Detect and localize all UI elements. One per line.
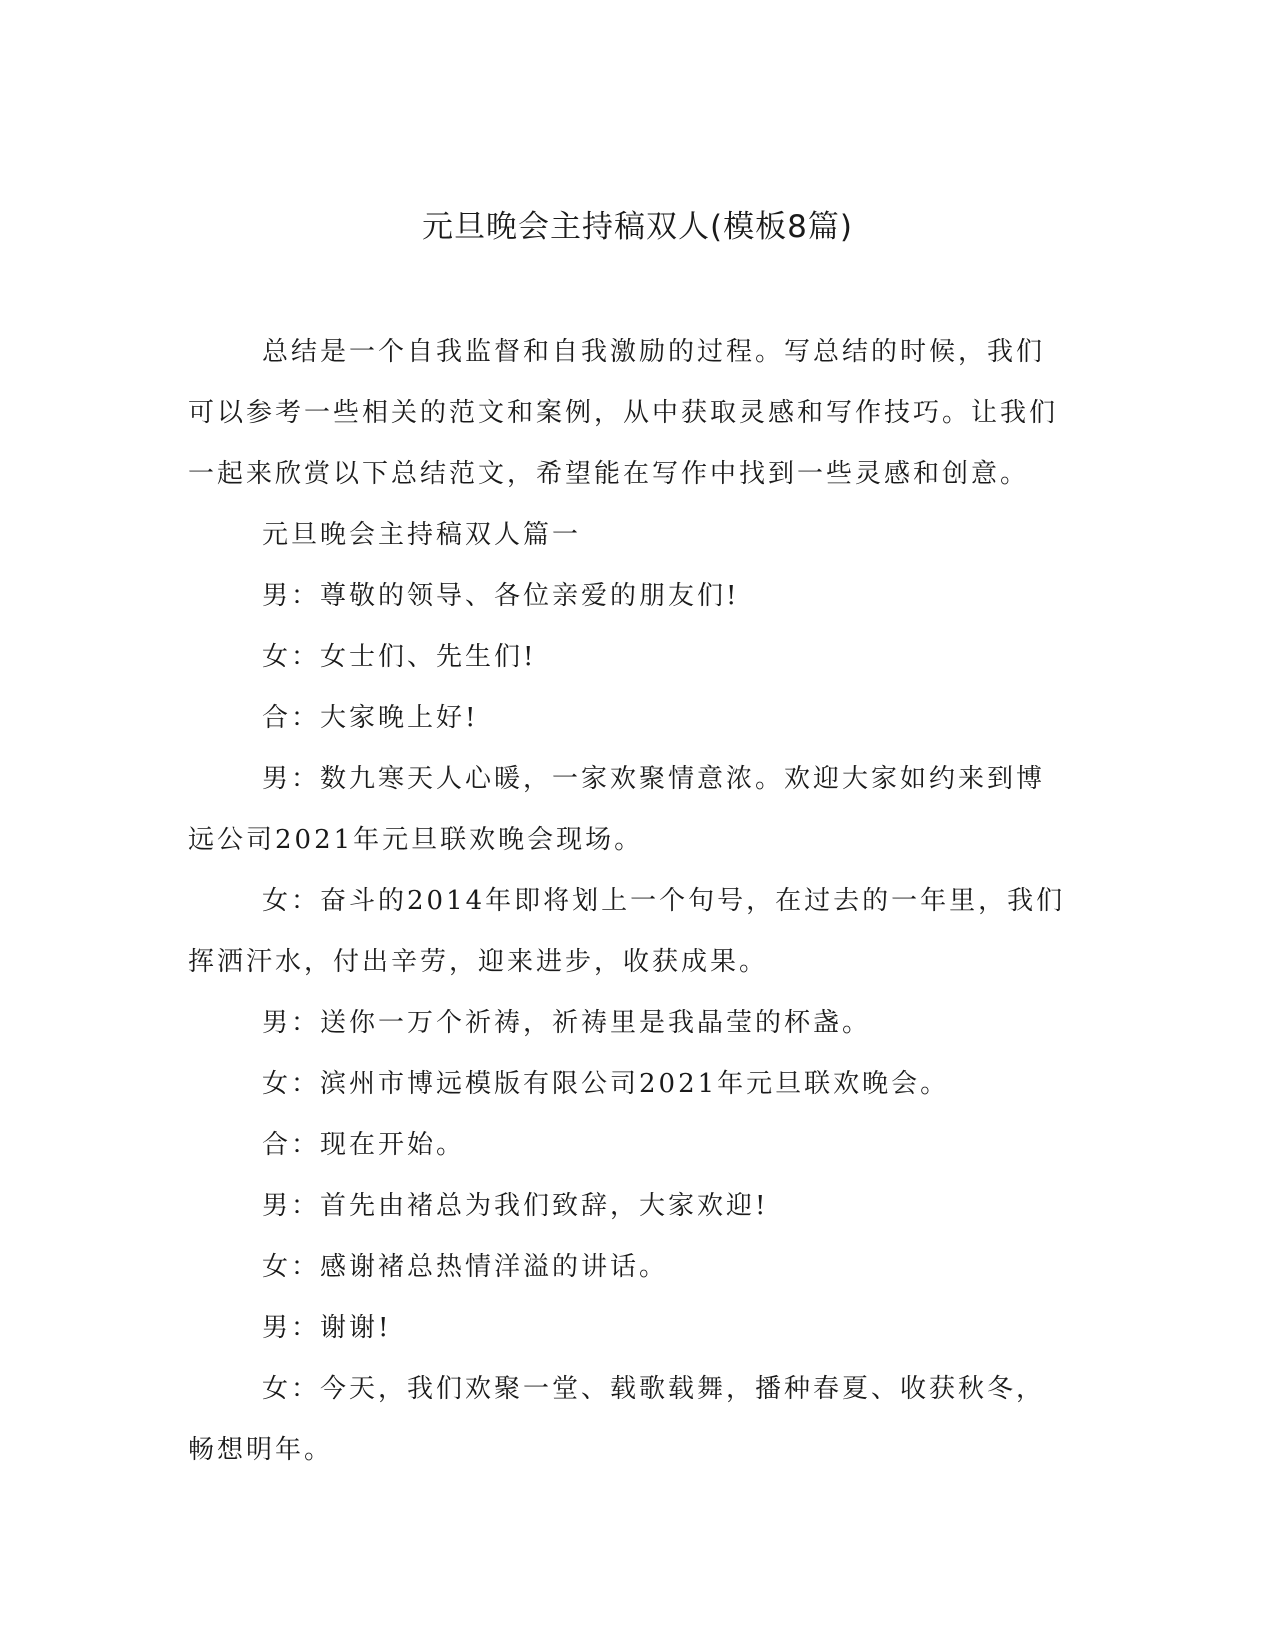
paragraph-dialogue: 男：首先由褚总为我们致辞，大家欢迎! bbox=[262, 1191, 769, 1221]
paragraph-dialogue: 女：感谢褚总热情洋溢的讲话。 bbox=[262, 1252, 669, 1282]
document-body bbox=[188, 322, 1068, 1481]
paragraph-dialogue: 女：奋斗的2014年即将划上一个句号，在过去的一年里，我们挥洒汗水，付出辛劳，迎来进步，收获成果。 bbox=[188, 886, 1066, 977]
paragraph-section-heading: 元旦晚会主持稿双人篇一 bbox=[262, 520, 582, 550]
document-title: 元旦晚会主持稿双人(模板8篇) bbox=[422, 209, 853, 245]
paragraph-dialogue: 合：现在开始。 bbox=[262, 1130, 466, 1160]
paragraph-dialogue: 男：谢谢! bbox=[262, 1313, 392, 1343]
paragraph-dialogue: 女：今天，我们欢聚一堂、载歌载舞，播种春夏、收获秋冬，畅想明年。 bbox=[188, 1374, 1046, 1465]
paragraph-dialogue: 男：数九寒天人心暖，一家欢聚情意浓。欢迎大家如约来到博远公司2021年元旦联欢晚会现场。 bbox=[188, 764, 1046, 855]
paragraph-dialogue: 男：尊敬的领导、各位亲爱的朋友们! bbox=[262, 581, 740, 611]
paragraph-dialogue: 女：滨州市博远模版有限公司2021年元旦联欢晚会。 bbox=[262, 1069, 950, 1099]
paragraph-dialogue: 合：大家晚上好! bbox=[262, 703, 479, 733]
paragraph-dialogue: 女：女士们、先生们! bbox=[262, 642, 537, 672]
paragraph-intro: 总结是一个自我监督和自我激励的过程。写总结的时候，我们可以参考一些相关的范文和案例，从中获取灵感和写作技巧。让我们一起来欣赏以下总结范文，希望能在写作中找到一些灵感和创意。 bbox=[188, 337, 1059, 489]
paragraph-dialogue: 男：送你一万个祈祷，祈祷里是我晶莹的杯盏。 bbox=[262, 1008, 872, 1038]
